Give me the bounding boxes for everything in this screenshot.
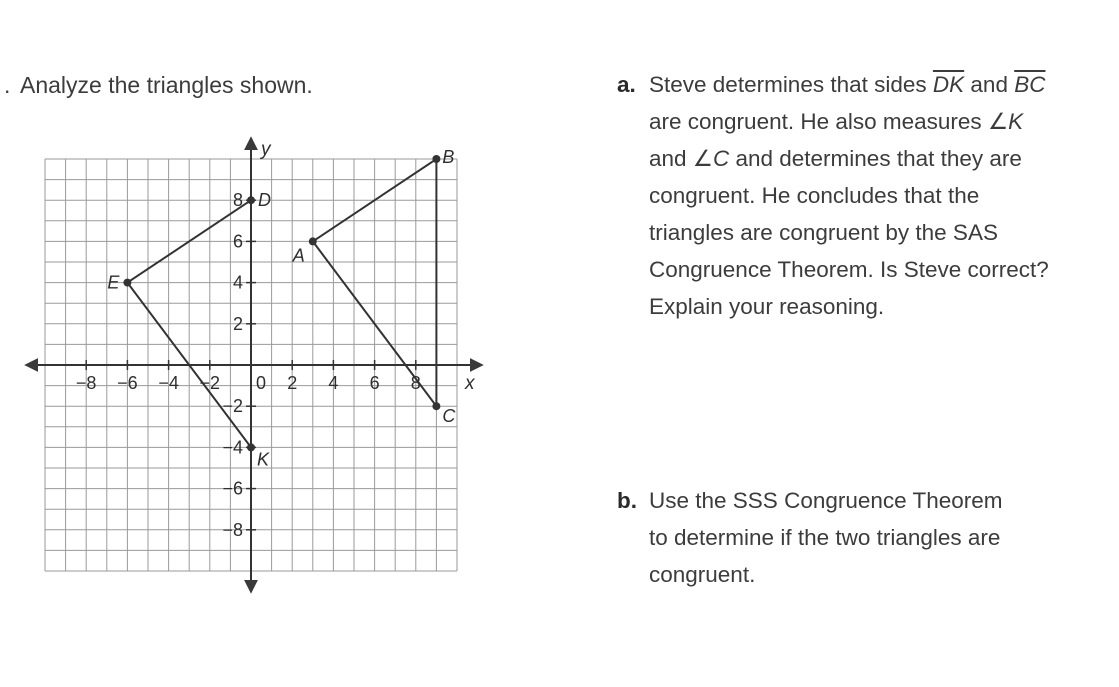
- point-d: [247, 196, 255, 204]
- x-tick-label: −6: [117, 373, 138, 393]
- y-tick-label: 6: [232, 231, 243, 252]
- x-tick-label: 0: [255, 373, 267, 393]
- x-axis-label: x: [465, 373, 475, 394]
- y-tick-label: 2: [232, 313, 243, 334]
- angle-k: ∠K: [987, 109, 1024, 134]
- part-a-text: and: [964, 72, 1015, 97]
- part-a-line-5: triangles are congruent by the SAS: [649, 220, 998, 245]
- x-tick-label: 6: [369, 373, 380, 393]
- point-e: [123, 279, 131, 287]
- problem-number-stub: .: [4, 72, 11, 98]
- x-tick-label: −4: [158, 373, 179, 393]
- part-a-text: and: [649, 146, 693, 171]
- point-b: [432, 155, 440, 163]
- part-a-line-7: Explain your reasoning.: [649, 294, 885, 319]
- y-tick-label: 8: [232, 190, 243, 211]
- part-a-line-2: [617, 103, 1112, 140]
- part-a-text: are congruent. He also measures: [649, 109, 988, 134]
- x-tick-label: 2: [287, 373, 298, 393]
- part-a: [617, 66, 1112, 325]
- y-axis-label: y: [261, 139, 271, 160]
- point-label-c: C: [442, 406, 456, 427]
- x-tick-label: 8: [410, 373, 421, 393]
- point-label-d: D: [258, 190, 271, 211]
- part-a-line-3: [617, 140, 1112, 177]
- angle-c: ∠C: [692, 146, 730, 171]
- point-label-a: A: [292, 245, 305, 266]
- part-b: [617, 482, 1112, 593]
- part-b-line-1: Use the SSS Congruence Theorem: [649, 488, 1003, 513]
- x-tick-label: −2: [199, 373, 221, 393]
- vertex-points: [107, 147, 456, 469]
- y-tick-label: −6: [222, 478, 243, 499]
- point-c: [432, 402, 440, 410]
- y-tick-label: −4: [222, 437, 243, 458]
- prompt-text: Analyze the triangles shown.: [20, 72, 313, 98]
- point-label-b: B: [442, 147, 455, 167]
- point-k: [247, 443, 255, 451]
- segment-dk: $\overline{DK}$: [932, 72, 965, 97]
- part-a-line-4: congruent. He concludes that the: [649, 183, 980, 208]
- part-a-text: and determines that they are: [729, 146, 1022, 171]
- part-b-letter: b.: [617, 488, 637, 513]
- y-tick-label: 4: [232, 272, 243, 293]
- point-a: [309, 237, 317, 245]
- part-b-line-2: to determine if the two triangles are: [649, 525, 1001, 550]
- x-tick-label: −8: [75, 373, 97, 393]
- segment-bc: $\overline{BC}$: [1014, 72, 1046, 97]
- point-label-e: E: [107, 272, 120, 293]
- y-tick-label: −8: [222, 519, 243, 540]
- part-b-line-3: congruent.: [649, 562, 756, 587]
- y-tick-label: −2: [222, 396, 243, 417]
- part-a-letter: a.: [617, 72, 636, 97]
- point-label-k: K: [257, 449, 270, 470]
- part-a-line-6: Congruence Theorem. Is Steve correct?: [649, 257, 1049, 282]
- part-a-text: Steve determines that sides: [649, 72, 933, 97]
- part-a-line-1: [617, 66, 1112, 103]
- x-tick-label: 4: [328, 373, 339, 393]
- axes: [27, 139, 481, 591]
